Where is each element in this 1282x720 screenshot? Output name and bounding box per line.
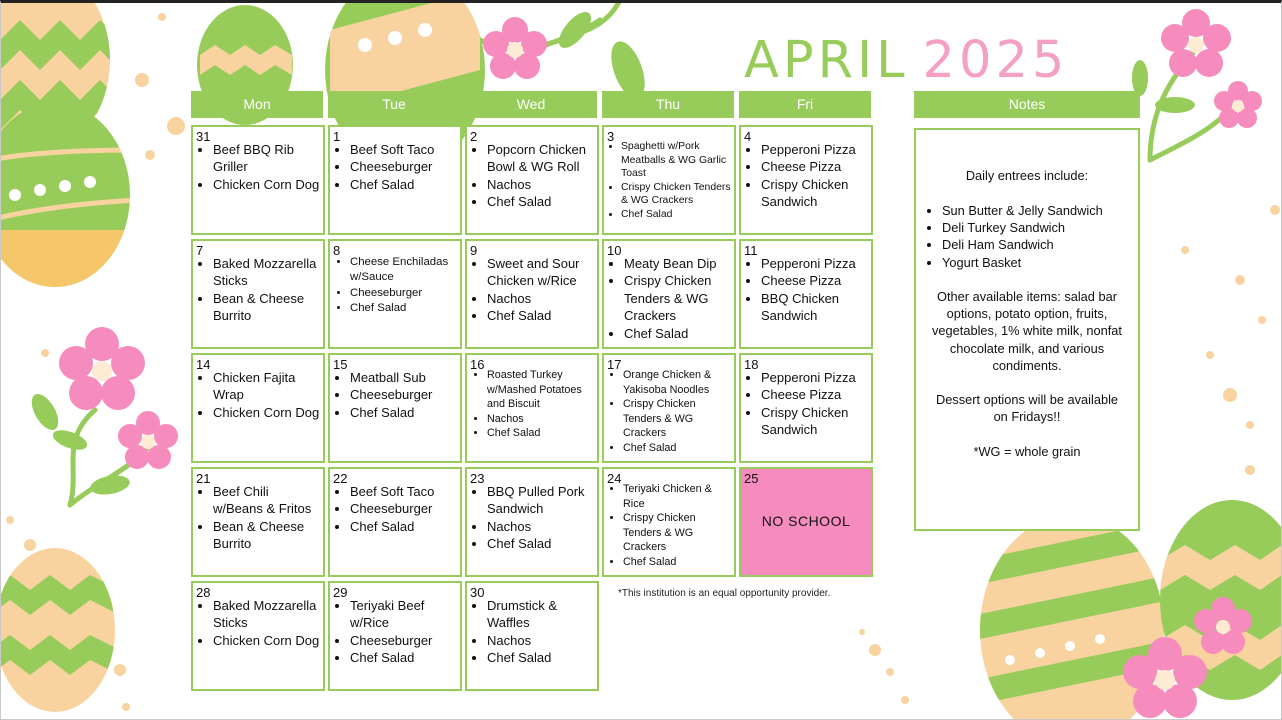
menu-item: • BBQ Chicken Sandwich	[761, 290, 869, 325]
menu-item: • Nachos	[487, 632, 595, 649]
menu-item: • Pepperoni Pizza	[761, 369, 869, 386]
menu-list	[487, 255, 595, 325]
menu-item: • Nachos	[487, 176, 595, 193]
menu-item: • Nachos	[487, 518, 595, 535]
day-cell	[191, 467, 325, 577]
menu-list	[213, 369, 321, 421]
notes-dessert: Dessert options will be available on Fridays!!	[935, 392, 1119, 425]
menu-item: • Chef Salad	[487, 193, 595, 210]
day-number: 4	[744, 129, 752, 144]
day-cell	[191, 581, 325, 691]
menu-list	[213, 597, 321, 649]
menu-item: • Chef Salad	[350, 301, 458, 316]
menu-item: • Cheese Pizza	[761, 272, 869, 289]
day-cell	[328, 467, 462, 577]
menu-item: • Crispy Chicken Tenders & WG Crackers	[623, 511, 732, 555]
day-cell	[191, 239, 325, 349]
menu-item: • Baked Mozzarella Sticks	[213, 255, 321, 290]
menu-item: • Chef Salad	[624, 325, 732, 342]
menu-item: • Cheese Pizza	[761, 158, 869, 175]
menu-item: • Chef Salad	[487, 649, 595, 666]
day-cell	[191, 353, 325, 463]
menu-item: • Chicken Corn Dog	[213, 632, 321, 649]
day-cell	[328, 239, 462, 349]
menu-item: • Meatball Sub	[350, 369, 458, 386]
day-cell	[602, 239, 736, 349]
weekday-header-mon: Mon	[191, 91, 323, 118]
day-number: 21	[196, 471, 211, 486]
menu-list	[487, 368, 595, 441]
weekday-header-wed: Wed	[465, 91, 597, 118]
menu-item: • Drumstick & Waffles	[487, 597, 595, 632]
day-cell	[739, 353, 873, 463]
day-cell	[602, 353, 736, 463]
menu-item: • Cheese Pizza	[761, 386, 869, 403]
day-number: 1	[333, 129, 341, 144]
menu-item: • Bean & Cheese Burrito	[213, 518, 321, 553]
menu-list	[350, 141, 458, 193]
title-month: APRIL	[744, 31, 909, 90]
weekday-header-tue: Tue	[328, 91, 460, 118]
day-number: 7	[196, 243, 204, 258]
menu-item: • Crispy Chicken Sandwich	[761, 404, 869, 439]
no-school-label: NO SCHOOL	[761, 513, 851, 529]
menu-item: • Chef Salad	[350, 404, 458, 421]
day-cell	[602, 467, 736, 577]
menu-item: • BBQ Pulled Pork Sandwich	[487, 483, 595, 518]
entree-item: • Sun Butter & Jelly Sandwich	[942, 202, 1103, 219]
menu-list	[761, 141, 869, 211]
weekday-header-fri: Fri	[739, 91, 871, 118]
menu-item: • Pepperoni Pizza	[761, 255, 869, 272]
day-number: 18	[744, 357, 759, 372]
page-title	[744, 30, 1068, 92]
menu-item: • Beef Chili w/Beans & Fritos	[213, 483, 321, 518]
menu-item: • Chef Salad	[487, 426, 595, 441]
notes-panel	[914, 128, 1140, 531]
day-number: 23	[470, 471, 485, 486]
menu-item: • Cheeseburger	[350, 158, 458, 175]
day-number: 15	[333, 357, 348, 372]
menu-item: • Beef Soft Taco	[350, 141, 458, 158]
menu-item: • Crispy Chicken Tenders & WG Crackers	[624, 272, 732, 324]
menu-item: • Chef Salad	[350, 176, 458, 193]
menu-item: • Chicken Fajita Wrap	[213, 369, 321, 404]
menu-item: • Sweet and Sour Chicken w/Rice	[487, 255, 595, 290]
menu-item: • Crispy Chicken Tenders & WG Crackers	[623, 397, 732, 441]
day-cell	[328, 581, 462, 691]
menu-item: • Bean & Cheese Burrito	[213, 290, 321, 325]
day-number: 16	[470, 357, 485, 372]
title-year: 2025	[922, 31, 1069, 90]
entree-item: • Deli Ham Sandwich	[942, 236, 1103, 253]
footnote: *This institution is an equal opportunity provider.	[618, 588, 831, 599]
menu-item: • Chicken Corn Dog	[213, 176, 321, 193]
menu-list	[213, 483, 321, 553]
day-number: 24	[607, 471, 622, 486]
menu-item: • Cheeseburger	[350, 500, 458, 517]
menu-item: • Chef Salad	[621, 208, 732, 222]
notes-header: Notes	[914, 91, 1140, 118]
day-cell	[465, 353, 599, 463]
day-number: 9	[470, 243, 478, 258]
menu-item: • Nachos	[487, 290, 595, 307]
menu-list	[761, 369, 869, 439]
entree-item: • Deli Turkey Sandwich	[942, 219, 1103, 236]
day-number: 17	[607, 357, 622, 372]
menu-list	[487, 141, 595, 211]
menu-list	[487, 597, 595, 667]
menu-item: • Chef Salad	[350, 649, 458, 666]
day-number: 31	[196, 129, 211, 144]
day-cell	[465, 239, 599, 349]
entree-item: • Yogurt Basket	[942, 254, 1103, 271]
day-number: 29	[333, 585, 348, 600]
menu-item: • Beef Soft Taco	[350, 483, 458, 500]
menu-item: • Beef BBQ Rib Griller	[213, 141, 321, 176]
menu-item: • Crispy Chicken Tenders & WG Crackers	[621, 181, 732, 208]
menu-list	[624, 255, 732, 342]
day-cell	[328, 353, 462, 463]
notes-other-items: Other available items: salad bar options, potato option, fruits, vegetables, 1% white milk, nonfat chocolate milk, and various condiments.	[932, 289, 1122, 373]
menu-list	[487, 483, 595, 553]
day-number: 28	[196, 585, 211, 600]
menu-item: • Cheeseburger	[350, 386, 458, 403]
menu-item: • Cheeseburger	[350, 632, 458, 649]
menu-list	[350, 369, 458, 421]
menu-item: • Cheeseburger	[350, 286, 458, 301]
menu-list	[623, 482, 732, 570]
menu-item: • Popcorn Chicken Bowl & WG Roll	[487, 141, 595, 176]
menu-list	[350, 483, 458, 535]
notes-wg-legend: *WG = whole grain	[973, 444, 1081, 459]
entree-list	[940, 202, 1103, 271]
menu-item: • Orange Chicken & Yakisoba Noodles	[623, 368, 732, 397]
day-cell-no-school	[739, 467, 873, 577]
menu-item: • Nachos	[487, 412, 595, 427]
menu-list	[213, 141, 321, 193]
day-number: 3	[607, 129, 615, 144]
day-cell	[739, 125, 873, 235]
day-number: 11	[744, 243, 758, 258]
menu-item: • Teriyaki Beef w/Rice	[350, 597, 458, 632]
day-number: 22	[333, 471, 348, 486]
menu-item: • Chef Salad	[487, 535, 595, 552]
menu-item: • Roasted Turkey w/Mashed Potatoes and Biscuit	[487, 368, 595, 412]
menu-item: • Chef Salad	[487, 307, 595, 324]
day-number: 8	[333, 243, 341, 258]
menu-list	[761, 255, 869, 325]
menu-item: • Cheese Enchiladas w/Sauce	[350, 255, 458, 286]
day-number: 10	[607, 243, 622, 258]
day-cell	[465, 125, 599, 235]
notes-intro: Daily entrees include:	[965, 168, 1089, 183]
weekday-header-thu: Thu	[602, 91, 734, 118]
day-number: 14	[196, 357, 211, 372]
menu-list	[350, 597, 458, 667]
day-number: 30	[470, 585, 485, 600]
menu-item: • Chef Salad	[623, 555, 732, 570]
menu-item: • Spaghetti w/Pork Meatballs & WG Garlic Toast	[621, 140, 732, 181]
menu-item: • Chicken Corn Dog	[213, 404, 321, 421]
menu-item: • Chef Salad	[623, 441, 732, 456]
menu-item: • Crispy Chicken Sandwich	[761, 176, 869, 211]
menu-item: • Teriyaki Chicken & Rice	[623, 482, 732, 511]
menu-item: • Meaty Bean Dip	[624, 255, 732, 272]
day-cell	[465, 467, 599, 577]
day-cell	[739, 239, 873, 349]
menu-list	[621, 140, 732, 222]
menu-list	[623, 368, 732, 456]
day-cell	[602, 125, 736, 235]
day-number: 2	[470, 129, 478, 144]
day-cell	[465, 581, 599, 691]
menu-item: • Pepperoni Pizza	[761, 141, 869, 158]
day-number: 25	[744, 471, 759, 486]
day-cell	[328, 125, 462, 235]
menu-item: • Chef Salad	[350, 518, 458, 535]
day-cell	[191, 125, 325, 235]
menu-list	[213, 255, 321, 325]
menu-list	[350, 255, 458, 317]
menu-item: • Baked Mozzarella Sticks	[213, 597, 321, 632]
